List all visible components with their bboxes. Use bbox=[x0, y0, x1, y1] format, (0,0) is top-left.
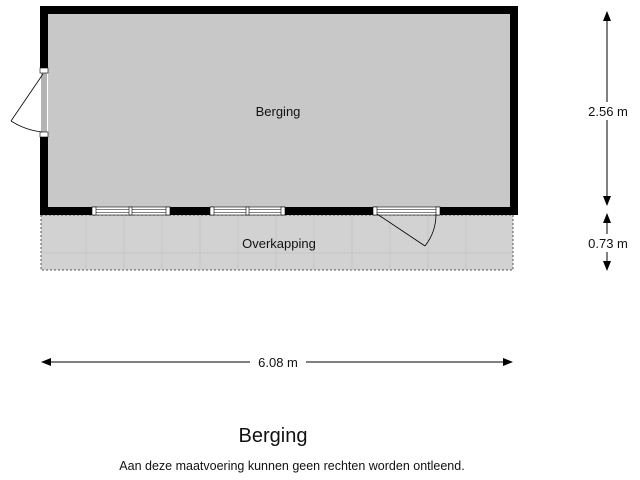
plan-title: Berging bbox=[238, 425, 308, 447]
storage-depth-label: 2.56 m bbox=[588, 104, 628, 119]
porch-label: Overkapping bbox=[242, 236, 316, 251]
porch-depth-label: 0.73 m bbox=[588, 236, 628, 251]
window-2 bbox=[210, 207, 285, 215]
total-width-label: 6.08 m bbox=[258, 355, 298, 370]
left-door bbox=[11, 68, 48, 137]
disclaimer: Aan deze maatvoering kunnen geen rechten worden ontleend. bbox=[119, 459, 465, 473]
window-1 bbox=[92, 207, 170, 215]
storage-label: Berging bbox=[255, 104, 301, 119]
